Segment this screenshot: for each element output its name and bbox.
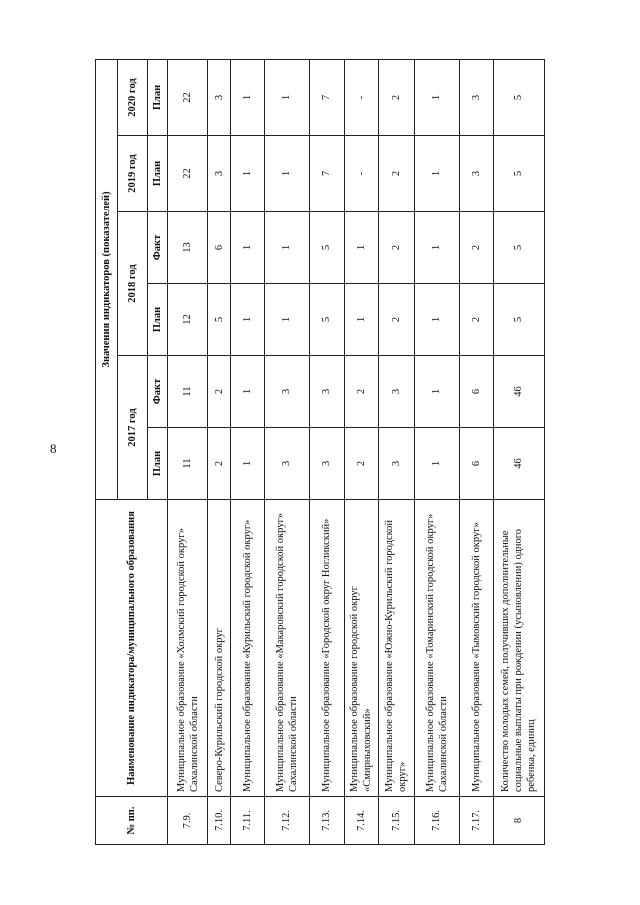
rotated-table-wrapper	[95, 60, 545, 845]
fact-2018: 1	[264, 212, 309, 284]
plan-2019: 1	[264, 136, 309, 212]
fact-2018: 6	[208, 212, 230, 284]
row-number: 7.10.	[208, 797, 230, 845]
header-plan-2020: План	[148, 59, 168, 135]
row-name: Количество молодых семей, получивших дополнительные социальные выплаты при рождении (усыновлении) одного ребенка, единиц	[493, 500, 544, 797]
table-body	[168, 59, 545, 844]
row-number: 7.16.	[415, 797, 460, 845]
table-row	[230, 59, 264, 844]
fact-2017: 6	[459, 356, 493, 428]
fact-2018: 2	[459, 212, 493, 284]
plan-2017: 2	[344, 428, 378, 500]
fact-2017: 1	[230, 356, 264, 428]
fact-2018: 1	[415, 212, 460, 284]
plan-2017: 3	[378, 428, 414, 500]
fact-2018: 1	[344, 212, 378, 284]
plan-2019: 2	[378, 136, 414, 212]
plan-2020: 2	[378, 59, 414, 135]
plan-2020: 3	[208, 59, 230, 135]
plan-2019: 5	[493, 136, 544, 212]
row-number: 8	[493, 797, 544, 845]
row-number: 7.14.	[344, 797, 378, 845]
row-name: Северо-Курильский городской округ	[208, 500, 230, 797]
row-name: Муниципальное образование «Курильский городской округ»	[230, 500, 264, 797]
plan-2019: 7	[309, 136, 344, 212]
plan-2019: 22	[168, 136, 208, 212]
plan-2020: 3	[459, 59, 493, 135]
rotated-table-area	[95, 60, 545, 845]
plan-2017: 46	[493, 428, 544, 500]
row-name: Муниципальное образование «Холмский городской округ» Сахалинской области	[168, 500, 208, 797]
fact-2017: 1	[415, 356, 460, 428]
table-row	[459, 59, 493, 844]
table-row	[309, 59, 344, 844]
plan-2019: 1	[230, 136, 264, 212]
fact-2017: 3	[378, 356, 414, 428]
table-row	[415, 59, 460, 844]
row-number: 7.13.	[309, 797, 344, 845]
header-plan-2017: План	[148, 428, 168, 500]
fact-2018: 13	[168, 212, 208, 284]
table-row	[378, 59, 414, 844]
row-name: Муниципальное образование «Городской округ Ногликский»	[309, 500, 344, 797]
header-plan-2018: План	[148, 284, 168, 356]
row-name: Муниципальное образование городской округ «Смирныховский»	[344, 500, 378, 797]
fact-2018: 1	[230, 212, 264, 284]
plan-2019: 1	[415, 136, 460, 212]
fact-2018: 2	[378, 212, 414, 284]
row-number: 7.12.	[264, 797, 309, 845]
plan-2020: -	[344, 59, 378, 135]
indicator-table	[95, 59, 545, 845]
plan-2019: 3	[208, 136, 230, 212]
fact-2017: 46	[493, 356, 544, 428]
plan-2018: 2	[378, 284, 414, 356]
row-name: Муниципальное образование «Макаровский городской округ» Сахалинской области	[264, 500, 309, 797]
fact-2017: 2	[344, 356, 378, 428]
plan-2018: 1	[415, 284, 460, 356]
row-name: Муниципальное образование «Томаринский городской округ» Сахалинской области	[415, 500, 460, 797]
table-row	[208, 59, 230, 844]
plan-2020: 1	[264, 59, 309, 135]
plan-2020: 1	[230, 59, 264, 135]
plan-2017: 1	[415, 428, 460, 500]
header-2017: 2017 год	[118, 356, 148, 500]
plan-2017: 2	[208, 428, 230, 500]
plan-2020: 7	[309, 59, 344, 135]
table-row	[493, 59, 544, 844]
row-number: 7.9.	[168, 797, 208, 845]
plan-2018: 1	[230, 284, 264, 356]
plan-2017: 3	[309, 428, 344, 500]
plan-2018: 1	[264, 284, 309, 356]
plan-2020: 22	[168, 59, 208, 135]
plan-2019: 3	[459, 136, 493, 212]
plan-2017: 3	[264, 428, 309, 500]
header-values: Значения индикаторов (показателей)	[96, 59, 118, 499]
fact-2018: 5	[493, 212, 544, 284]
plan-2020: 5	[493, 59, 544, 135]
header-name: Наименование индикатора/муниципального образования	[96, 500, 168, 797]
header-2018: 2018 год	[118, 212, 148, 356]
row-number: 7.15.	[378, 797, 414, 845]
plan-2020: 1	[415, 59, 460, 135]
plan-2017: 6	[459, 428, 493, 500]
header-plan-2019: План	[148, 136, 168, 212]
plan-2018: 12	[168, 284, 208, 356]
header-2019: 2019 год	[118, 136, 148, 212]
plan-2019: -	[344, 136, 378, 212]
page-number: 8	[50, 441, 57, 456]
header-2020: 2020 год	[118, 59, 148, 135]
fact-2018: 5	[309, 212, 344, 284]
table-row	[168, 59, 208, 844]
fact-2017: 3	[309, 356, 344, 428]
header-fact-2017: Факт	[148, 356, 168, 428]
plan-2017: 11	[168, 428, 208, 500]
table-row	[344, 59, 378, 844]
plan-2018: 1	[344, 284, 378, 356]
row-number: 7.11.	[230, 797, 264, 845]
plan-2017: 1	[230, 428, 264, 500]
table-row	[264, 59, 309, 844]
header-fact-2018: Факт	[148, 212, 168, 284]
plan-2018: 5	[309, 284, 344, 356]
row-number: 7.17.	[459, 797, 493, 845]
row-name: Муниципальное образование «Тымовский городской округ»	[459, 500, 493, 797]
plan-2018: 5	[208, 284, 230, 356]
row-name: Муниципальное образование «Южно-Курильский городской округ»	[378, 500, 414, 797]
header-no: № пп.	[96, 797, 168, 845]
plan-2018: 5	[493, 284, 544, 356]
plan-2018: 2	[459, 284, 493, 356]
fact-2017: 11	[168, 356, 208, 428]
fact-2017: 2	[208, 356, 230, 428]
fact-2017: 3	[264, 356, 309, 428]
